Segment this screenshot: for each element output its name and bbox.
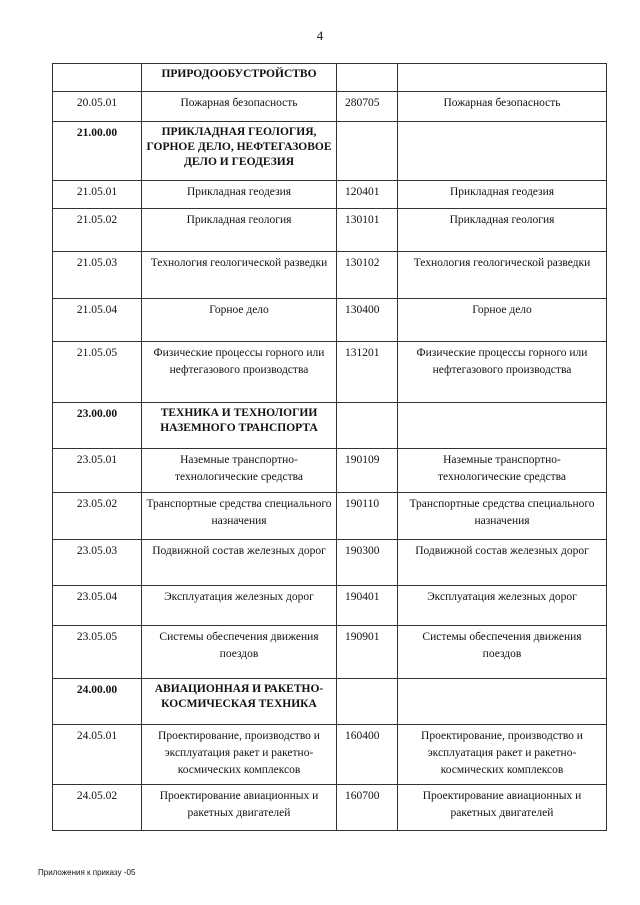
table-row <box>53 252 607 299</box>
old-code-cell: 131201 <box>337 342 398 403</box>
name-cell: Пожарная безопасность <box>142 92 337 122</box>
code-cell: 21.05.01 <box>53 181 142 209</box>
old-name-cell: Физические процессы горного или нефтегазового производства <box>398 342 607 403</box>
name-cell: Системы обеспечения движения поездов <box>142 626 337 679</box>
table-row <box>53 586 607 626</box>
section-row <box>53 403 607 449</box>
old-code-cell: 120401 <box>337 181 398 209</box>
old-code-cell: 160400 <box>337 725 398 785</box>
old-name-cell: Эксплуатация железных дорог <box>398 586 607 626</box>
old-name-cell: Проектирование, производство и эксплуатация ракет и ракетно-космических комплексов <box>398 725 607 785</box>
code-cell: 20.05.01 <box>53 92 142 122</box>
old-name-cell <box>398 64 607 92</box>
old-code-cell: 190401 <box>337 586 398 626</box>
table-row <box>53 449 607 493</box>
section-row <box>53 679 607 725</box>
name-cell: Проектирование авиационных и ракетных двигателей <box>142 785 337 831</box>
section-title-cell: АВИАЦИОННАЯ И РАКЕТНО-КОСМИЧЕСКАЯ ТЕХНИКА <box>142 679 337 725</box>
name-cell: Горное дело <box>142 299 337 342</box>
old-name-cell: Подвижной состав железных дорог <box>398 540 607 586</box>
table-row <box>53 92 607 122</box>
code-cell: 21.05.03 <box>53 252 142 299</box>
old-code-cell: 190901 <box>337 626 398 679</box>
code-cell: 21.00.00 <box>53 122 142 181</box>
old-name-cell: Горное дело <box>398 299 607 342</box>
name-cell: Проектирование, производство и эксплуатация ракет и ракетно-космических комплексов <box>142 725 337 785</box>
old-name-cell: Проектирование авиационных и ракетных двигателей <box>398 785 607 831</box>
old-code-cell <box>337 679 398 725</box>
name-cell: Прикладная геология <box>142 209 337 252</box>
old-name-cell: Системы обеспечения движения поездов <box>398 626 607 679</box>
code-cell: 21.05.04 <box>53 299 142 342</box>
old-code-cell: 190109 <box>337 449 398 493</box>
code-cell: 23.05.03 <box>53 540 142 586</box>
table-row <box>53 493 607 540</box>
name-cell: Технология геологической разведки <box>142 252 337 299</box>
old-name-cell: Транспортные средства специального назначения <box>398 493 607 540</box>
code-cell: 21.05.05 <box>53 342 142 403</box>
code-cell: 23.05.01 <box>53 449 142 493</box>
old-code-cell: 190110 <box>337 493 398 540</box>
old-name-cell: Прикладная геодезия <box>398 181 607 209</box>
name-cell: Наземные транспортно-технологические средства <box>142 449 337 493</box>
name-cell: Физические процессы горного или нефтегазового производства <box>142 342 337 403</box>
specialties-table <box>52 63 607 831</box>
table-row <box>53 785 607 831</box>
old-code-cell <box>337 64 398 92</box>
footer-note: Приложения к приказу -05 <box>38 868 136 877</box>
section-title-cell: ПРИКЛАДНАЯ ГЕОЛОГИЯ, ГОРНОЕ ДЕЛО, НЕФТЕГАЗОВОЕ ДЕЛО И ГЕОДЕЗИЯ <box>142 122 337 181</box>
old-code-cell <box>337 122 398 181</box>
name-cell: Подвижной состав железных дорог <box>142 540 337 586</box>
old-name-cell <box>398 679 607 725</box>
code-cell: 24.00.00 <box>53 679 142 725</box>
table-row <box>53 299 607 342</box>
old-code-cell: 130101 <box>337 209 398 252</box>
code-cell <box>53 64 142 92</box>
code-cell: 23.05.05 <box>53 626 142 679</box>
old-name-cell: Прикладная геология <box>398 209 607 252</box>
table-row <box>53 626 607 679</box>
old-code-cell: 130400 <box>337 299 398 342</box>
old-code-cell: 130102 <box>337 252 398 299</box>
old-name-cell: Технология геологической разведки <box>398 252 607 299</box>
code-cell: 23.00.00 <box>53 403 142 449</box>
old-name-cell <box>398 122 607 181</box>
name-cell: Эксплуатация железных дорог <box>142 586 337 626</box>
old-code-cell: 280705 <box>337 92 398 122</box>
code-cell: 23.05.04 <box>53 586 142 626</box>
table-row <box>53 342 607 403</box>
table-row <box>53 725 607 785</box>
table-row <box>53 209 607 252</box>
section-title-cell: ПРИРОДООБУСТРОЙСТВО <box>142 64 337 92</box>
code-cell: 24.05.02 <box>53 785 142 831</box>
old-code-cell: 190300 <box>337 540 398 586</box>
section-row <box>53 122 607 181</box>
old-name-cell: Пожарная безопасность <box>398 92 607 122</box>
old-code-cell <box>337 403 398 449</box>
old-code-cell: 160700 <box>337 785 398 831</box>
code-cell: 23.05.02 <box>53 493 142 540</box>
table-row <box>53 181 607 209</box>
page-number: 4 <box>316 28 324 43</box>
code-cell: 21.05.02 <box>53 209 142 252</box>
old-name-cell: Наземные транспортно-технологические средства <box>398 449 607 493</box>
section-title-cell: ТЕХНИКА И ТЕХНОЛОГИИ НАЗЕМНОГО ТРАНСПОРТА <box>142 403 337 449</box>
name-cell: Прикладная геодезия <box>142 181 337 209</box>
table-row <box>53 540 607 586</box>
code-cell: 24.05.01 <box>53 725 142 785</box>
section-row <box>53 64 607 92</box>
old-name-cell <box>398 403 607 449</box>
name-cell: Транспортные средства специального назначения <box>142 493 337 540</box>
